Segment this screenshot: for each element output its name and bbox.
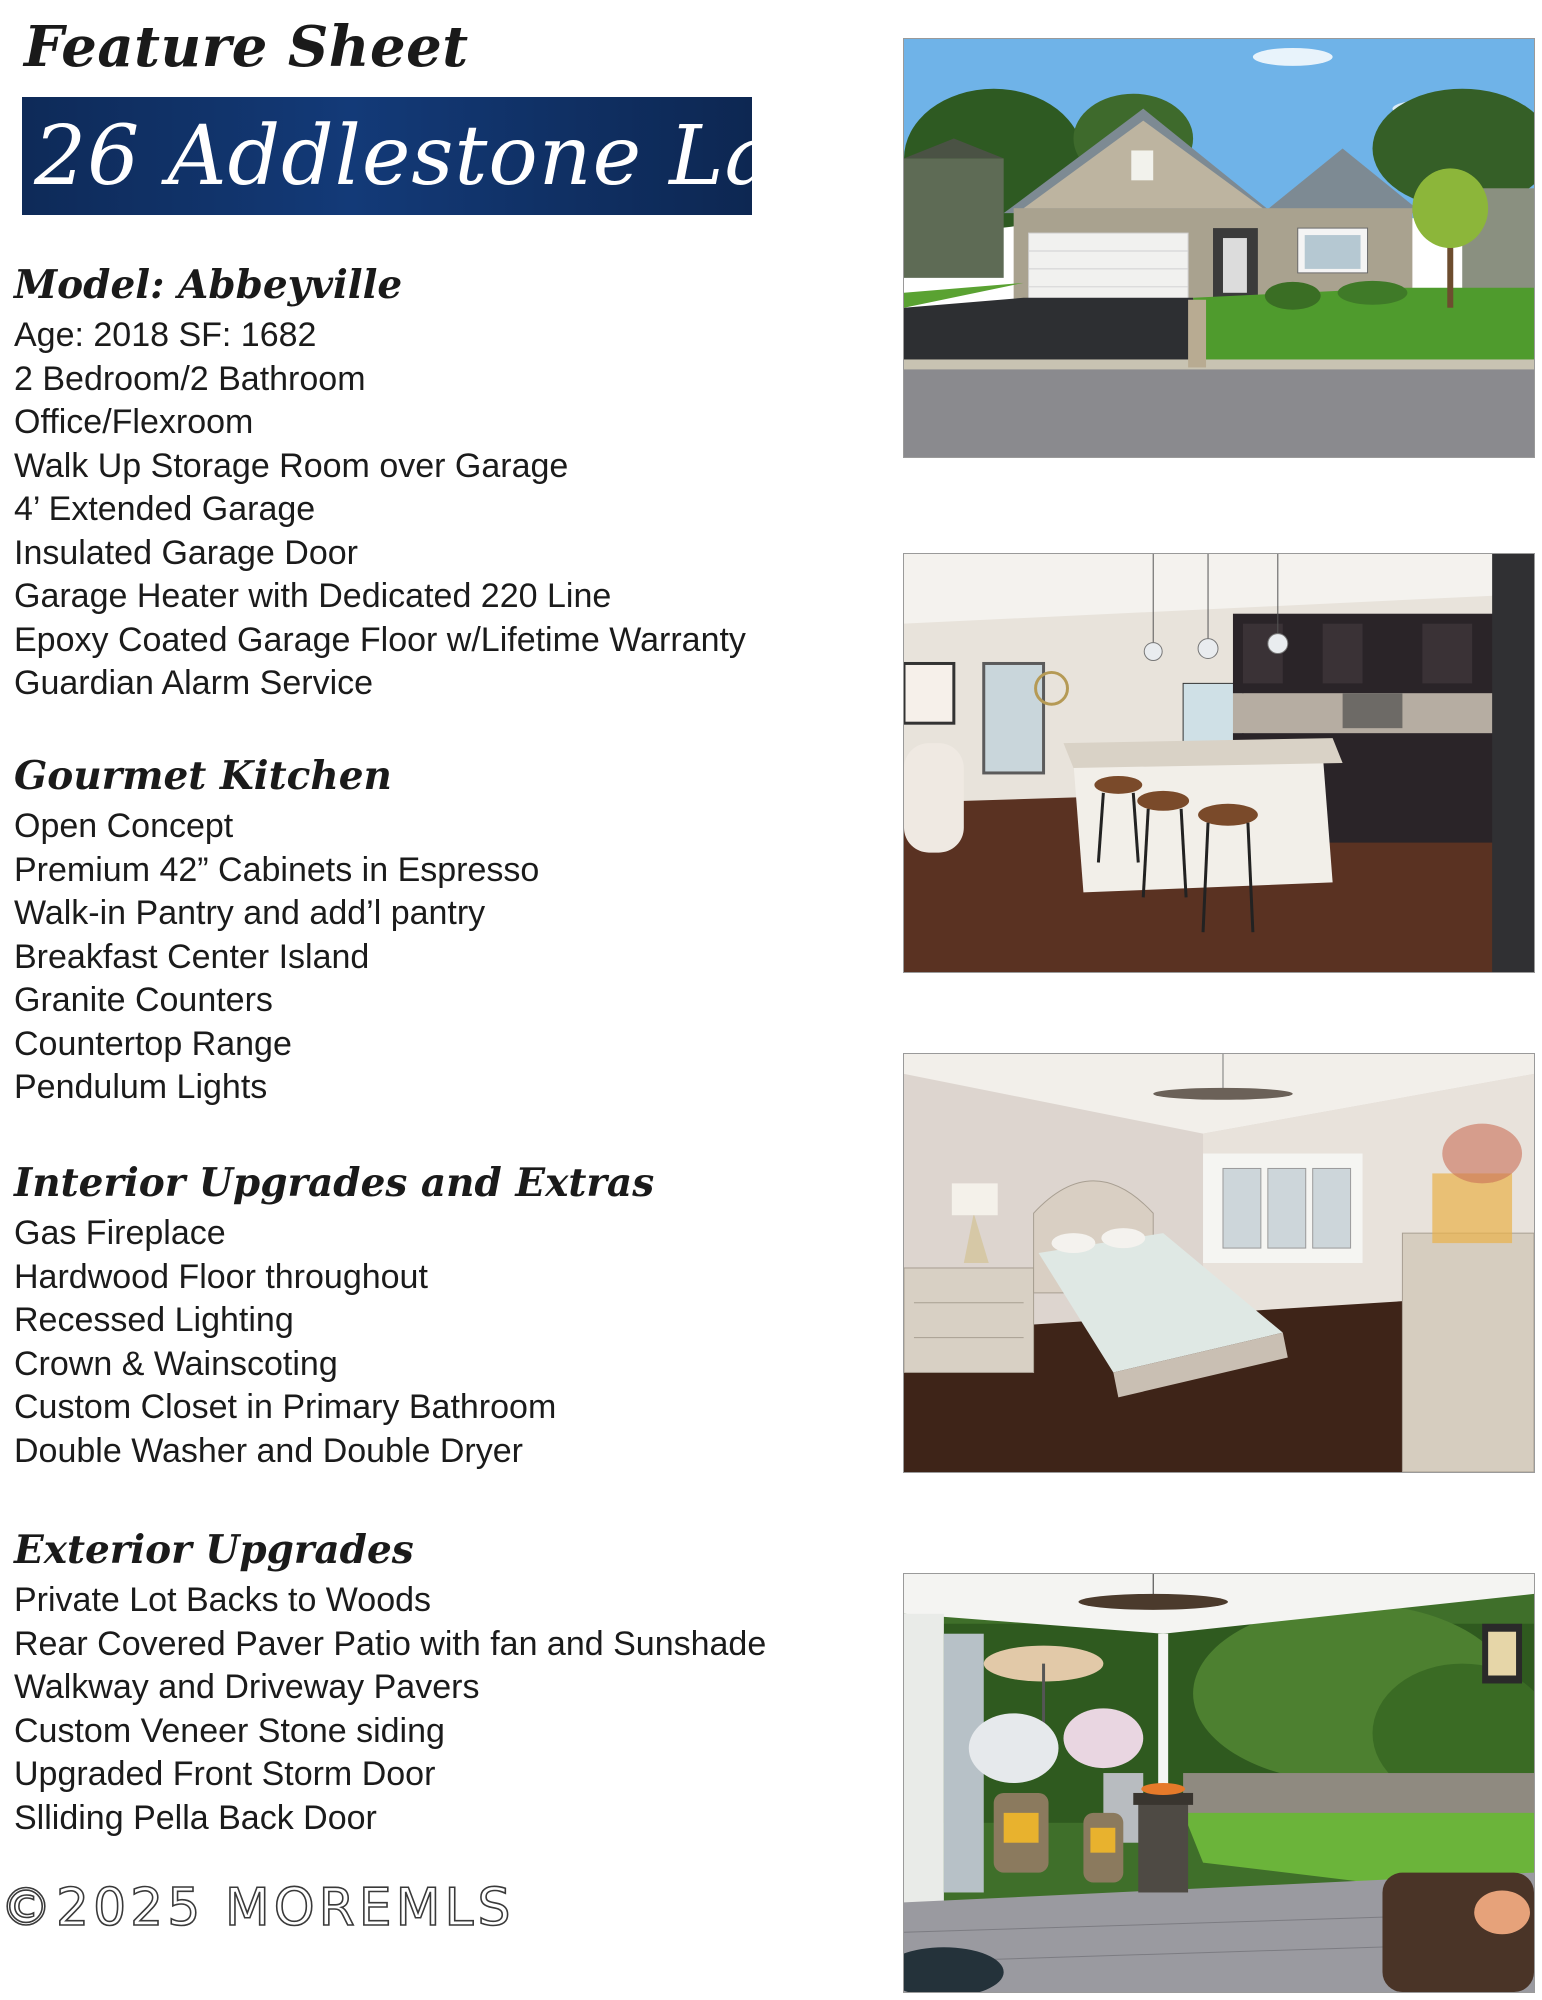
list-item: Insulated Garage Door [14, 533, 358, 572]
list-item: Crown & Wainscoting [14, 1344, 338, 1383]
list-item: Slliding Pella Back Door [14, 1798, 377, 1837]
list-item: Premium 42” Cabinets in Espresso [14, 850, 540, 889]
patio-photo [903, 1573, 1535, 1993]
list-item: Walk-in Pantry and add’l pantry [14, 894, 486, 932]
list-item: Private Lot Backs to Woods [14, 1581, 432, 1619]
kitchen-feature-list [14, 805, 539, 1110]
list-item: Custom Veneer Stone siding [14, 1711, 445, 1750]
kitchen-section [14, 753, 539, 1110]
interior-heading: Interior Upgrades and Extras [14, 1160, 655, 1206]
list-item: Upgraded Front Storm Door [14, 1755, 436, 1793]
list-item: Office/Flexroom [14, 403, 254, 441]
list-item: Double Washer and Double Dryer [14, 1431, 523, 1470]
sheet-title: Feature Sheet [24, 14, 469, 80]
list-item: Guardian Alarm Service [14, 664, 374, 702]
list-item: Recessed Lighting [14, 1301, 294, 1339]
list-item: Walk Up Storage Room over Garage [14, 446, 569, 485]
address-banner [22, 97, 878, 215]
list-item: Epoxy Coated Garage Floor w/Lifetime Warranty [14, 620, 746, 659]
list-item: Gas Fireplace [14, 1214, 226, 1252]
exterior-heading: Exterior Upgrades [14, 1527, 414, 1573]
model-heading: Model: Abbeyville [14, 262, 403, 308]
bedroom-photo [903, 1053, 1535, 1473]
copyright-watermark: ©2025 MOREMLS [0, 1878, 515, 1938]
list-item: 4’ Extended Garage [14, 490, 316, 528]
list-item: Age: 2018 SF: 1682 [14, 316, 317, 354]
list-item: Garage Heater with Dedicated 220 Line [14, 577, 612, 615]
list-item: Countertop Range [14, 1024, 292, 1063]
list-item: Walkway and Driveway Pavers [14, 1668, 480, 1706]
list-item: Breakfast Center Island [14, 937, 370, 976]
model-section [14, 262, 746, 706]
address-title: 26 Addlestone Lane [34, 108, 878, 204]
kitchen-photo [903, 553, 1535, 973]
list-item: Custom Closet in Primary Bathroom [14, 1388, 557, 1426]
model-feature-list [14, 314, 746, 706]
list-item: Rear Covered Paver Patio with fan and Sunshade [14, 1624, 767, 1663]
kitchen-heading: Gourmet Kitchen [14, 753, 392, 799]
exterior-feature-list [14, 1579, 766, 1840]
list-item: 2 Bedroom/2 Bathroom [14, 359, 366, 398]
list-item: Open Concept [14, 807, 234, 845]
exterior-section [14, 1527, 766, 1840]
list-item: Granite Counters [14, 981, 273, 1019]
interior-feature-list [14, 1212, 654, 1473]
list-item: Pendulum Lights [14, 1068, 268, 1106]
list-item: Hardwood Floor throughout [14, 1257, 428, 1296]
house-exterior-photo [903, 38, 1535, 458]
interior-section [14, 1160, 654, 1473]
